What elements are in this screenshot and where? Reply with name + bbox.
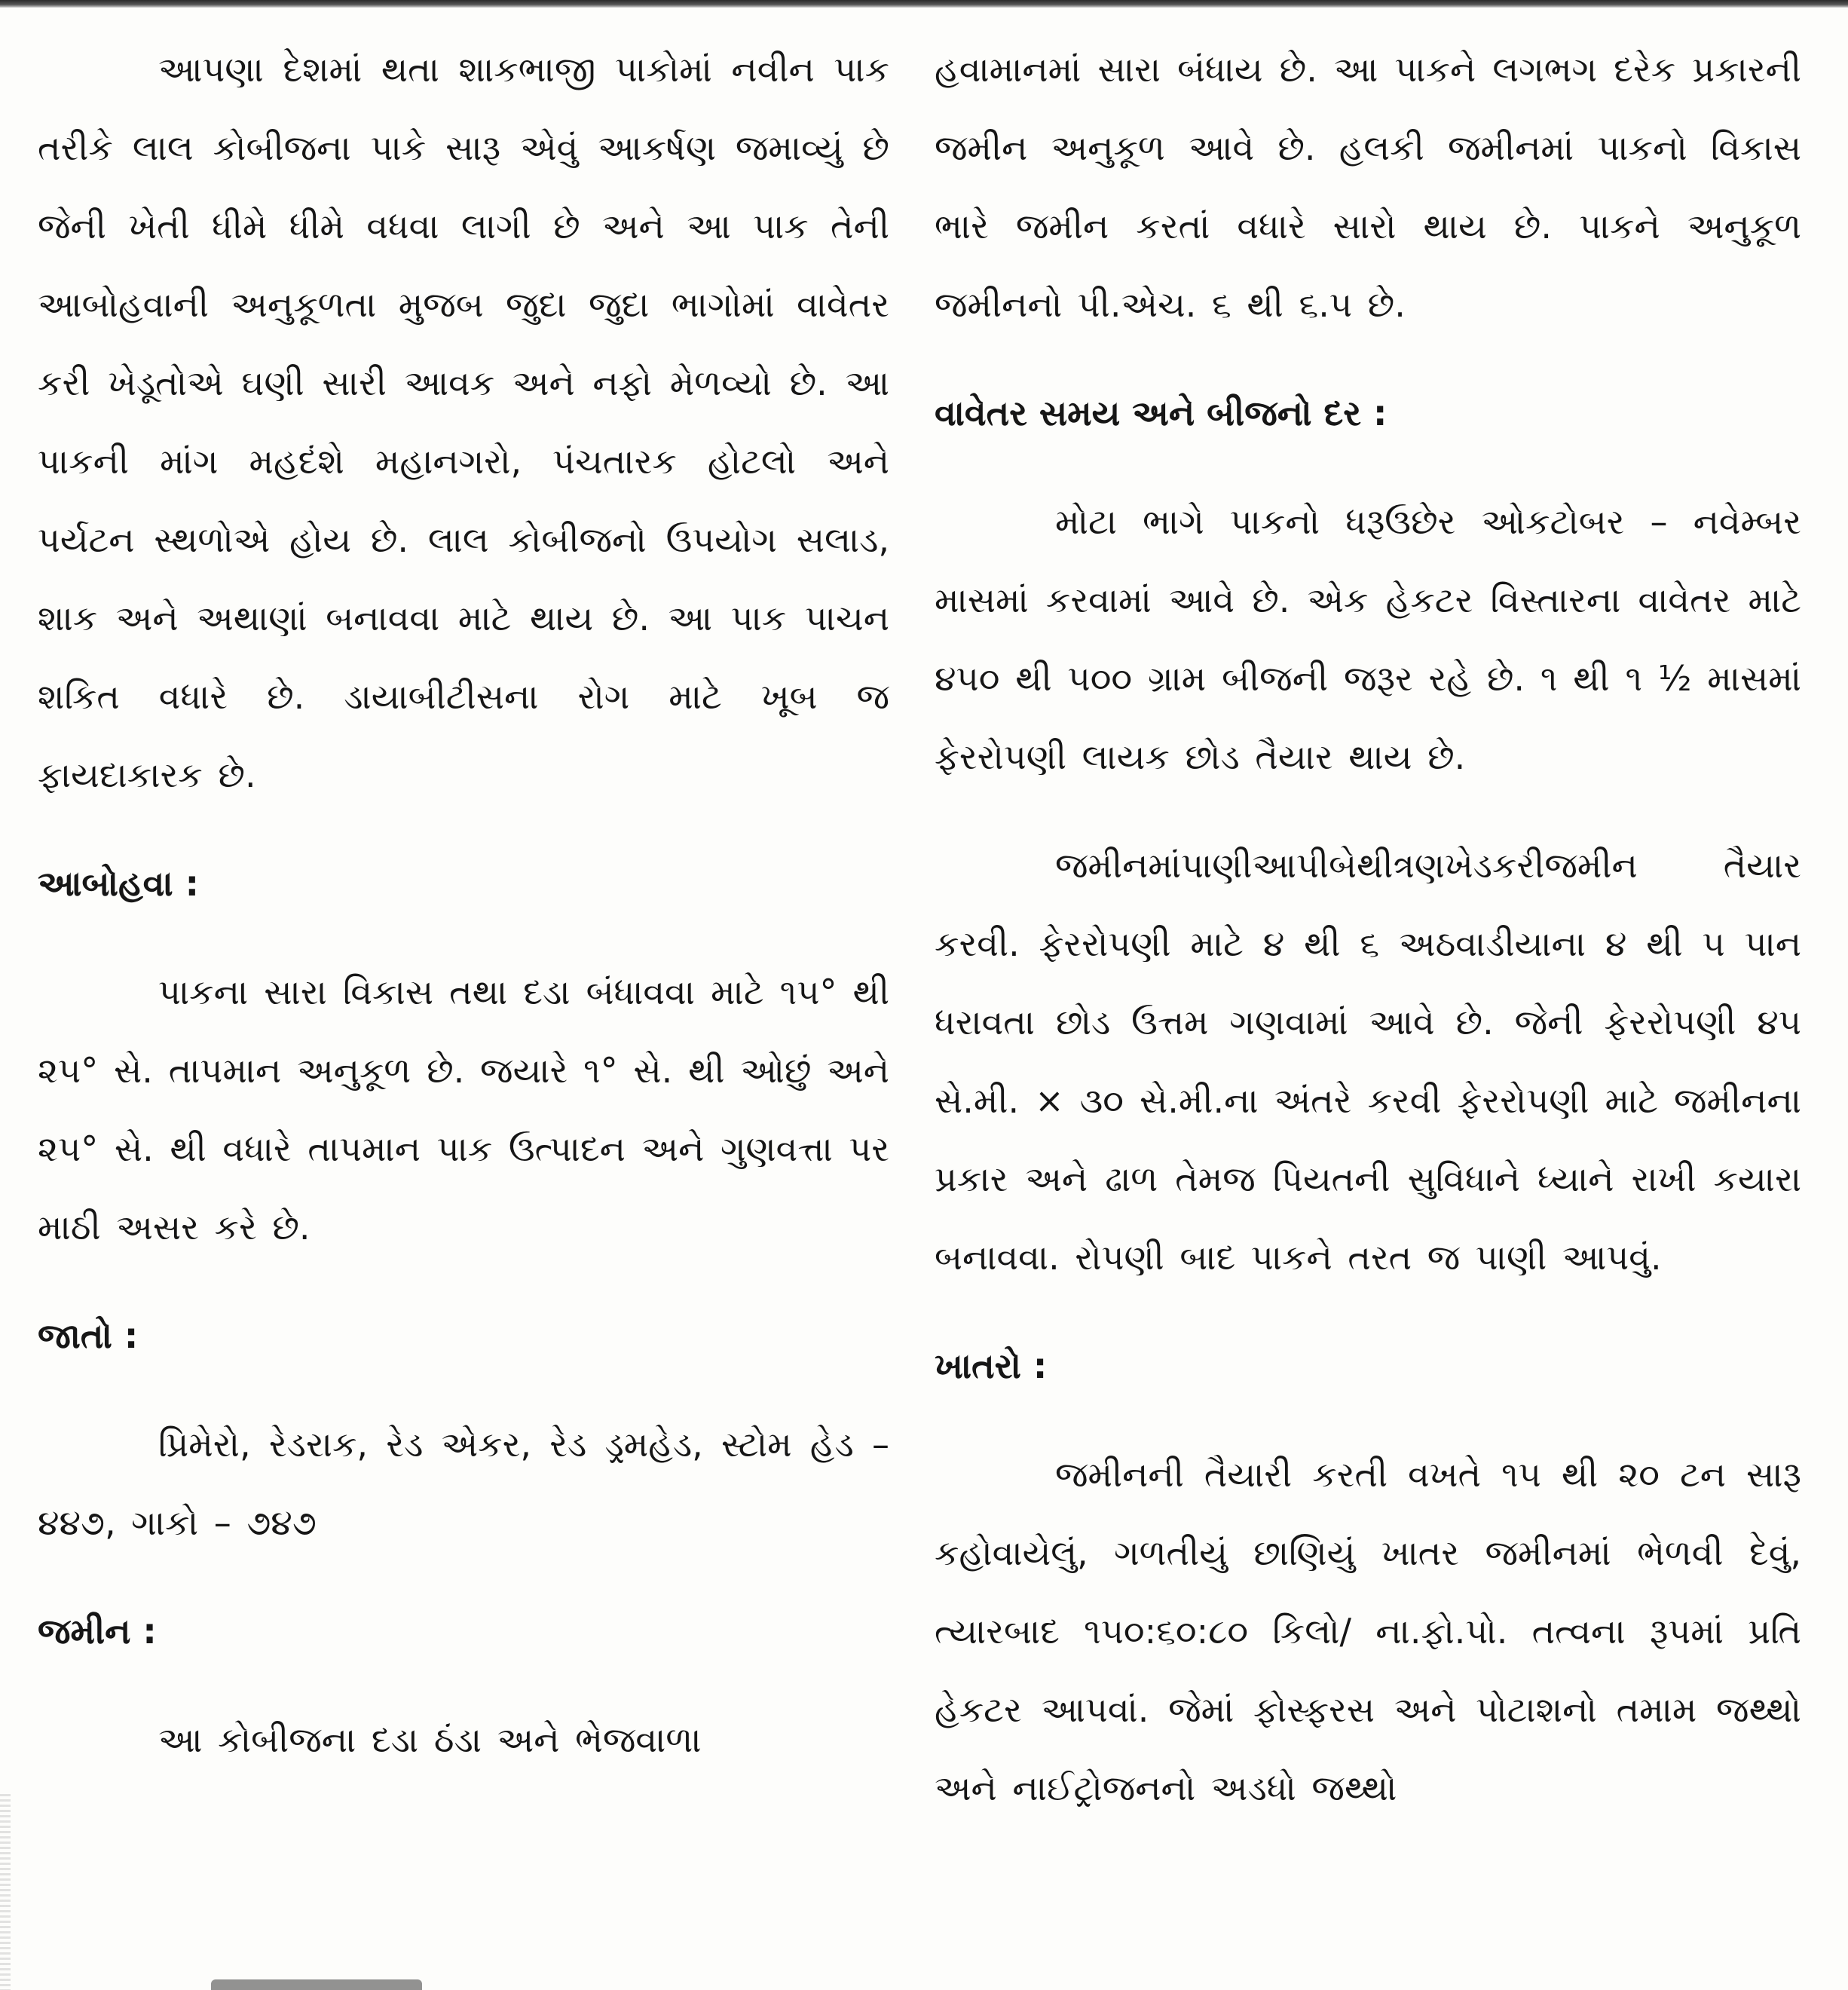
transplant-paragraph: જમીનમાંપાણીઆપીબેથીત્રણખેડકરીજમીન તૈયાર કરવી. ફેરરોપણી માટે ૪ થી ૬ અઠવાડીયાના ૪ થી ૫ પાન ધરાવતા છોડ ઉત્તમ ગણવામાં આવે છે. જેની ફેરરોપણી ૪૫ સે.મી. × ૩૦ સે.મી.ના અંતરે કરવી ફેરરોપણી માટે જમીનના પ્રકાર અને ઢાળ તેમજ પિયતની સુવિધાને ધ્યાને રાખી કયારા બનાવવા. રોપણી બાદ પાકને તરત જ પાણી આપવું. <box>935 845 1801 1278</box>
scan-edge-noise <box>0 1794 11 1990</box>
spacer <box>38 1670 889 1701</box>
spacer <box>38 814 889 844</box>
spacer <box>935 796 1801 826</box>
climate-heading: આબોહવા : <box>38 863 199 904</box>
spacer <box>38 1375 889 1405</box>
sowing-paragraph: મોટા ભાગે પાકનો ધરૂઉછેર ઓકટોબર – નવેમ્બર માસમાં કરવામાં આવે છે. એક હેકટર વિસ્તારના વાવેતર માટે ૪૫૦ થી ૫૦૦ ગ્રામ બીજની જરૂર રહે છે. ૧ થી ૧ ½ માસમાં ફેરરોપણી લાયક છોડ તૈયાર થાય છે. <box>935 501 1801 777</box>
spacer <box>38 923 889 953</box>
intro-paragraph: આપણા દેશમાં થતા શાકભાજી પાકોમાં નવીન પાક તરીકે લાલ કોબીજના પાકે સારૂ એવું આકર્ષણ જમાવ્યું છે જેની ખેતી ધીમે ધીમે વધવા લાગી છે અને આ પાક તેની આબોહવાની અનુકૂળતા મુજબ જુદા જુદા ભાગોમાં વાવેતર કરી ખેડૂતોએ ઘણી સારી આવક અને નફો મેળવ્યો છે. આ પાકની માંગ મહદંશે મહાનગરો, પંચતારક હોટલો અને પર્યટન સ્થળોએ હોય છે. લાલ કોબીજનો ઉપયોગ સલાડ, શાક અને અથાણાં બનાવવા માટે થાય છે. આ પાક પાચન શકિત વધારે છે. ડાયાબીટીસના રોગ માટે ખૂબ જ ફાયદાકારક છે. <box>38 49 889 795</box>
spacer <box>935 452 1801 482</box>
spacer <box>38 1266 889 1297</box>
scan-bottom-smudge <box>211 1979 422 1990</box>
right-column <box>935 30 1801 1827</box>
varieties-heading: જાતો : <box>38 1315 139 1356</box>
fertilizer-heading: ખાતરો : <box>935 1346 1048 1386</box>
left-column <box>38 30 889 1779</box>
spacer <box>935 344 1801 374</box>
sowing-heading: વાવેતર સમય અને બીજનો દર : <box>935 393 1388 433</box>
top-border-rule <box>0 0 1848 8</box>
climate-paragraph: પાકના સારા વિકાસ તથા દડા બંધાવવા માટે ૧૫° થી ૨૫° સે. તાપમાન અનુકૂળ છે. જયારે ૧° સે. થી ઓછું અને ૨૫° સે. થી વધારે તાપમાન પાક ઉત્પાદન અને ગુણવત્તા પર માઠી અસર કરે છે. <box>38 972 889 1248</box>
fertilizer-paragraph: જમીનની તૈયારી કરતી વખતે ૧૫ થી ૨૦ ટન સારૂ કહોવાયેલું, ગળતીયું છાણિયું ખાતર જમીનમાં ભેળવી દેવું, ત્યારબાદ ૧૫૦:૬૦:૮૦ કિલો/ ના.ફો.પો. તત્વના રૂપમાં પ્રતિ હેકટર આપવાં. જેમાં ફોસ્ફરસ અને પોટાશનો તમામ જથ્થો અને નાઈટ્રોજનનો અડધો જથ્થો <box>935 1454 1801 1808</box>
varieties-paragraph: પ્રિમેરો, રેડરાક, રેડ એકર, રેડ ડ્રમહેડ, સ્ટોમ હેડ – ૪૪૭, ગાકો – ૭૪૭ <box>38 1424 889 1543</box>
spacer <box>38 1562 889 1592</box>
soil-continued-paragraph: હવામાનમાં સારા બંધાય છે. આ પાકને લગભગ દરેક પ્રકારની જમીન અનુકૂળ આવે છે. હલકી જમીનમાં પાકનો વિકાસ ભારે જમીન કરતાં વધારે સારો થાય છે. પાકને અનુકૂળ જમીનનો પી.એચ. ૬ થી ૬.૫ છે. <box>935 49 1801 325</box>
spacer <box>935 1297 1801 1327</box>
soil-paragraph: આ કોબીજના દડા ઠંડા અને ભેજવાળા <box>158 1719 702 1760</box>
spacer <box>935 1405 1801 1435</box>
soil-heading: જમીન : <box>38 1611 157 1652</box>
